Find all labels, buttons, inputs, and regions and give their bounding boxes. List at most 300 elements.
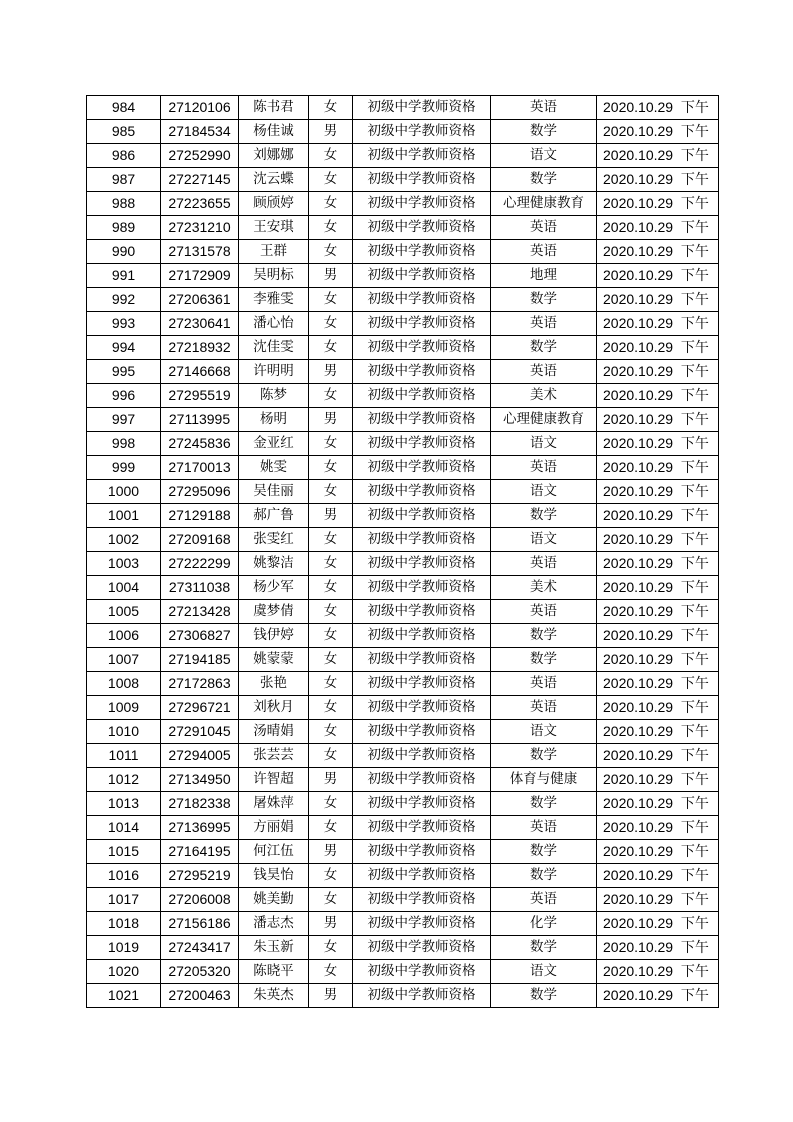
exam-session: 下午 [680,795,709,811]
exam-time-cell [597,456,719,480]
gender-cell: 女 [309,336,353,360]
candidate-name-cell: 屠姝萍 [239,792,309,816]
exam-time-cell [597,264,719,288]
gender-cell: 女 [309,696,353,720]
candidate-name-cell: 陈梦 [239,384,309,408]
gender-cell: 女 [309,864,353,888]
exam-time-cell [597,384,719,408]
serial-number-cell: 1000 [87,480,161,504]
table-row [87,552,719,576]
table-row [87,792,719,816]
exam-id-cell: 27136995 [161,816,239,840]
exam-id-cell: 27120106 [161,96,239,120]
subject-cell: 英语 [491,888,597,912]
exam-time-cell [597,552,719,576]
subject-cell: 英语 [491,312,597,336]
exam-time-cell [597,840,719,864]
gender-cell: 女 [309,720,353,744]
serial-number-cell: 998 [87,432,161,456]
exam-time-cell [597,168,719,192]
candidate-name-cell: 方丽娟 [239,816,309,840]
exam-session: 下午 [680,411,709,427]
exam-time-cell [597,312,719,336]
exam-date: 2020.10.29 [603,579,674,595]
exam-time-cell [597,576,719,600]
exam-session: 下午 [680,507,709,523]
subject-cell: 英语 [491,216,597,240]
table-row [87,888,719,912]
candidate-name-cell: 何江伍 [239,840,309,864]
qualification-cell: 初级中学教师资格 [353,192,491,216]
subject-cell: 英语 [491,240,597,264]
serial-number-cell: 1021 [87,984,161,1008]
gender-cell: 女 [309,288,353,312]
qualification-cell: 初级中学教师资格 [353,408,491,432]
exam-session: 下午 [680,915,709,931]
exam-session: 下午 [680,387,709,403]
qualification-cell: 初级中学教师资格 [353,504,491,528]
exam-date: 2020.10.29 [603,459,674,475]
exam-time-cell [597,336,719,360]
exam-id-cell: 27222299 [161,552,239,576]
exam-id-cell: 27200463 [161,984,239,1008]
gender-cell: 女 [309,384,353,408]
subject-cell: 语文 [491,432,597,456]
exam-id-cell: 27164195 [161,840,239,864]
exam-session: 下午 [680,219,709,235]
qualification-cell: 初级中学教师资格 [353,432,491,456]
candidate-name-cell: 张雯红 [239,528,309,552]
subject-cell: 英语 [491,456,597,480]
exam-date: 2020.10.29 [603,315,674,331]
exam-time-cell [597,696,719,720]
candidate-name-cell: 潘志杰 [239,912,309,936]
gender-cell: 男 [309,840,353,864]
table-row [87,336,719,360]
serial-number-cell: 991 [87,264,161,288]
table-row [87,264,719,288]
subject-cell: 化学 [491,912,597,936]
qualification-cell: 初级中学教师资格 [353,912,491,936]
gender-cell: 女 [309,888,353,912]
exam-session: 下午 [680,675,709,691]
candidate-name-cell: 张艳 [239,672,309,696]
exam-id-cell: 27218932 [161,336,239,360]
qualification-cell: 初级中学教师资格 [353,600,491,624]
serial-number-cell: 1004 [87,576,161,600]
exam-session: 下午 [680,747,709,763]
qualification-cell: 初级中学教师资格 [353,720,491,744]
exam-id-cell: 27156186 [161,912,239,936]
subject-cell: 数学 [491,792,597,816]
subject-cell: 语文 [491,144,597,168]
serial-number-cell: 990 [87,240,161,264]
qualification-cell: 初级中学教师资格 [353,624,491,648]
exam-id-cell: 27213428 [161,600,239,624]
gender-cell: 女 [309,216,353,240]
table-row [87,864,719,888]
exam-session: 下午 [680,435,709,451]
candidate-name-cell: 姚蒙蒙 [239,648,309,672]
subject-cell: 地理 [491,264,597,288]
candidate-name-cell: 张芸芸 [239,744,309,768]
candidate-name-cell: 朱英杰 [239,984,309,1008]
subject-cell: 美术 [491,384,597,408]
qualification-cell: 初级中学教师资格 [353,360,491,384]
table-row [87,384,719,408]
table-row [87,984,719,1008]
table-row [87,480,719,504]
exam-date: 2020.10.29 [603,339,674,355]
exam-id-cell: 27113995 [161,408,239,432]
exam-session: 下午 [680,243,709,259]
exam-id-cell: 27291045 [161,720,239,744]
table-row [87,168,719,192]
exam-time-cell [597,432,719,456]
gender-cell: 女 [309,744,353,768]
subject-cell: 数学 [491,504,597,528]
subject-cell: 英语 [491,600,597,624]
exam-id-cell: 27206008 [161,888,239,912]
table-row [87,624,719,648]
qualification-cell: 初级中学教师资格 [353,216,491,240]
subject-cell: 数学 [491,984,597,1008]
gender-cell: 女 [309,960,353,984]
subject-cell: 数学 [491,624,597,648]
candidate-name-cell: 刘娜娜 [239,144,309,168]
subject-cell: 语文 [491,720,597,744]
exam-date: 2020.10.29 [603,915,674,931]
table-row [87,600,719,624]
exam-session: 下午 [680,651,709,667]
candidate-name-cell: 杨明 [239,408,309,432]
exam-date: 2020.10.29 [603,411,674,427]
qualification-cell: 初级中学教师资格 [353,288,491,312]
gender-cell: 女 [309,192,353,216]
candidate-name-cell: 沈佳雯 [239,336,309,360]
subject-cell: 体育与健康 [491,768,597,792]
subject-cell: 数学 [491,840,597,864]
exam-id-cell: 27129188 [161,504,239,528]
serial-number-cell: 988 [87,192,161,216]
exam-id-cell: 27184534 [161,120,239,144]
exam-session: 下午 [680,195,709,211]
table-row [87,216,719,240]
serial-number-cell: 1012 [87,768,161,792]
table-row [87,912,719,936]
exam-date: 2020.10.29 [603,387,674,403]
gender-cell: 男 [309,264,353,288]
exam-date: 2020.10.29 [603,771,674,787]
serial-number-cell: 989 [87,216,161,240]
exam-id-cell: 27311038 [161,576,239,600]
exam-date: 2020.10.29 [603,891,674,907]
exam-date: 2020.10.29 [603,195,674,211]
subject-cell: 数学 [491,120,597,144]
subject-cell: 数学 [491,288,597,312]
exam-id-cell: 27172909 [161,264,239,288]
exam-time-cell [597,648,719,672]
exam-time-cell [597,960,719,984]
table-row [87,840,719,864]
exam-time-cell [597,744,719,768]
table-row [87,576,719,600]
exam-time-cell [597,288,719,312]
qualification-cell: 初级中学教师资格 [353,312,491,336]
table-row [87,360,719,384]
candidate-name-cell: 王安琪 [239,216,309,240]
subject-cell: 数学 [491,936,597,960]
serial-number-cell: 1008 [87,672,161,696]
candidate-name-cell: 沈云蝶 [239,168,309,192]
qualification-cell: 初级中学教师资格 [353,264,491,288]
qualification-cell: 初级中学教师资格 [353,96,491,120]
subject-cell: 美术 [491,576,597,600]
gender-cell: 女 [309,624,353,648]
exam-session: 下午 [680,315,709,331]
gender-cell: 女 [309,936,353,960]
exam-id-cell: 27209168 [161,528,239,552]
exam-date: 2020.10.29 [603,291,674,307]
serial-number-cell: 992 [87,288,161,312]
qualification-cell: 初级中学教师资格 [353,672,491,696]
exam-id-cell: 27296721 [161,696,239,720]
roster-body [87,96,719,1008]
serial-number-cell: 997 [87,408,161,432]
gender-cell: 女 [309,552,353,576]
table-row [87,696,719,720]
exam-time-cell [597,120,719,144]
table-row [87,408,719,432]
exam-date: 2020.10.29 [603,747,674,763]
qualification-cell: 初级中学教师资格 [353,144,491,168]
subject-cell: 心理健康教育 [491,192,597,216]
candidate-name-cell: 虞梦倩 [239,600,309,624]
qualification-cell: 初级中学教师资格 [353,840,491,864]
exam-time-cell [597,528,719,552]
gender-cell: 女 [309,648,353,672]
serial-number-cell: 993 [87,312,161,336]
gender-cell: 女 [309,816,353,840]
candidate-name-cell: 吴佳丽 [239,480,309,504]
exam-id-cell: 27131578 [161,240,239,264]
exam-id-cell: 27243417 [161,936,239,960]
exam-session: 下午 [680,459,709,475]
table-row [87,456,719,480]
subject-cell: 数学 [491,168,597,192]
candidate-name-cell: 潘心怡 [239,312,309,336]
exam-date: 2020.10.29 [603,243,674,259]
gender-cell: 女 [309,600,353,624]
candidate-name-cell: 王群 [239,240,309,264]
exam-session: 下午 [680,147,709,163]
exam-session: 下午 [680,171,709,187]
serial-number-cell: 986 [87,144,161,168]
table-row [87,240,719,264]
exam-date: 2020.10.29 [603,699,674,715]
exam-date: 2020.10.29 [603,435,674,451]
serial-number-cell: 1017 [87,888,161,912]
exam-id-cell: 27227145 [161,168,239,192]
qualification-cell: 初级中学教师资格 [353,240,491,264]
serial-number-cell: 996 [87,384,161,408]
qualification-cell: 初级中学教师资格 [353,336,491,360]
exam-id-cell: 27230641 [161,312,239,336]
exam-session: 下午 [680,867,709,883]
exam-time-cell [597,816,719,840]
exam-id-cell: 27245836 [161,432,239,456]
exam-id-cell: 27295219 [161,864,239,888]
exam-time-cell [597,624,719,648]
exam-id-cell: 27295096 [161,480,239,504]
exam-session: 下午 [680,987,709,1003]
gender-cell: 男 [309,408,353,432]
exam-date: 2020.10.29 [603,147,674,163]
gender-cell: 男 [309,120,353,144]
exam-time-cell [597,912,719,936]
qualification-cell: 初级中学教师资格 [353,552,491,576]
exam-id-cell: 27182338 [161,792,239,816]
exam-date: 2020.10.29 [603,843,674,859]
subject-cell: 数学 [491,864,597,888]
exam-id-cell: 27295519 [161,384,239,408]
table-row [87,144,719,168]
exam-date: 2020.10.29 [603,483,674,499]
exam-time-cell [597,240,719,264]
qualification-cell: 初级中学教师资格 [353,744,491,768]
gender-cell: 女 [309,432,353,456]
serial-number-cell: 1002 [87,528,161,552]
qualification-cell: 初级中学教师资格 [353,960,491,984]
exam-session: 下午 [680,579,709,595]
exam-date: 2020.10.29 [603,627,674,643]
qualification-cell: 初级中学教师资格 [353,984,491,1008]
serial-number-cell: 984 [87,96,161,120]
exam-session: 下午 [680,627,709,643]
exam-time-cell [597,936,719,960]
exam-session: 下午 [680,555,709,571]
exam-date: 2020.10.29 [603,531,674,547]
table-row [87,96,719,120]
qualification-cell: 初级中学教师资格 [353,648,491,672]
qualification-cell: 初级中学教师资格 [353,696,491,720]
table-row [87,936,719,960]
exam-id-cell: 27252990 [161,144,239,168]
exam-id-cell: 27172863 [161,672,239,696]
serial-number-cell: 1020 [87,960,161,984]
exam-date: 2020.10.29 [603,939,674,955]
exam-date: 2020.10.29 [603,363,674,379]
exam-date: 2020.10.29 [603,171,674,187]
gender-cell: 男 [309,360,353,384]
exam-id-cell: 27223655 [161,192,239,216]
exam-session: 下午 [680,267,709,283]
gender-cell: 女 [309,480,353,504]
candidate-name-cell: 杨佳诚 [239,120,309,144]
candidate-name-cell: 朱玉新 [239,936,309,960]
subject-cell: 数学 [491,336,597,360]
gender-cell: 男 [309,984,353,1008]
qualification-cell: 初级中学教师资格 [353,576,491,600]
table-row [87,720,719,744]
exam-time-cell [597,768,719,792]
serial-number-cell: 1009 [87,696,161,720]
serial-number-cell: 1015 [87,840,161,864]
exam-time-cell [597,144,719,168]
serial-number-cell: 1005 [87,600,161,624]
gender-cell: 男 [309,912,353,936]
exam-id-cell: 27134950 [161,768,239,792]
exam-time-cell [597,720,719,744]
table-row [87,648,719,672]
exam-id-cell: 27206361 [161,288,239,312]
exam-session: 下午 [680,843,709,859]
candidate-name-cell: 刘秋月 [239,696,309,720]
subject-cell: 英语 [491,816,597,840]
qualification-cell: 初级中学教师资格 [353,384,491,408]
gender-cell: 女 [309,528,353,552]
qualification-cell: 初级中学教师资格 [353,888,491,912]
exam-time-cell [597,888,719,912]
candidate-name-cell: 顾颀婷 [239,192,309,216]
exam-date: 2020.10.29 [603,123,674,139]
serial-number-cell: 1003 [87,552,161,576]
exam-date: 2020.10.29 [603,99,674,115]
serial-number-cell: 1007 [87,648,161,672]
exam-id-cell: 27231210 [161,216,239,240]
serial-number-cell: 1011 [87,744,161,768]
exam-time-cell [597,216,719,240]
qualification-cell: 初级中学教师资格 [353,456,491,480]
table-row [87,504,719,528]
exam-time-cell [597,360,719,384]
exam-time-cell [597,480,719,504]
subject-cell: 语文 [491,528,597,552]
table-row [87,192,719,216]
exam-time-cell [597,984,719,1008]
serial-number-cell: 994 [87,336,161,360]
exam-date: 2020.10.29 [603,963,674,979]
subject-cell: 英语 [491,552,597,576]
exam-session: 下午 [680,99,709,115]
exam-id-cell: 27205320 [161,960,239,984]
exam-session: 下午 [680,699,709,715]
exam-date: 2020.10.29 [603,555,674,571]
qualification-cell: 初级中学教师资格 [353,528,491,552]
exam-time-cell [597,864,719,888]
exam-session: 下午 [680,723,709,739]
serial-number-cell: 995 [87,360,161,384]
serial-number-cell: 999 [87,456,161,480]
exam-id-cell: 27306827 [161,624,239,648]
exam-date: 2020.10.29 [603,723,674,739]
exam-date: 2020.10.29 [603,267,674,283]
serial-number-cell: 1016 [87,864,161,888]
exam-date: 2020.10.29 [603,675,674,691]
exam-date: 2020.10.29 [603,867,674,883]
qualification-cell: 初级中学教师资格 [353,768,491,792]
exam-date: 2020.10.29 [603,507,674,523]
table-row [87,960,719,984]
subject-cell: 英语 [491,672,597,696]
qualification-cell: 初级中学教师资格 [353,936,491,960]
table-row [87,312,719,336]
exam-time-cell [597,408,719,432]
qualification-cell: 初级中学教师资格 [353,120,491,144]
table-row [87,816,719,840]
exam-date: 2020.10.29 [603,651,674,667]
table-row [87,672,719,696]
